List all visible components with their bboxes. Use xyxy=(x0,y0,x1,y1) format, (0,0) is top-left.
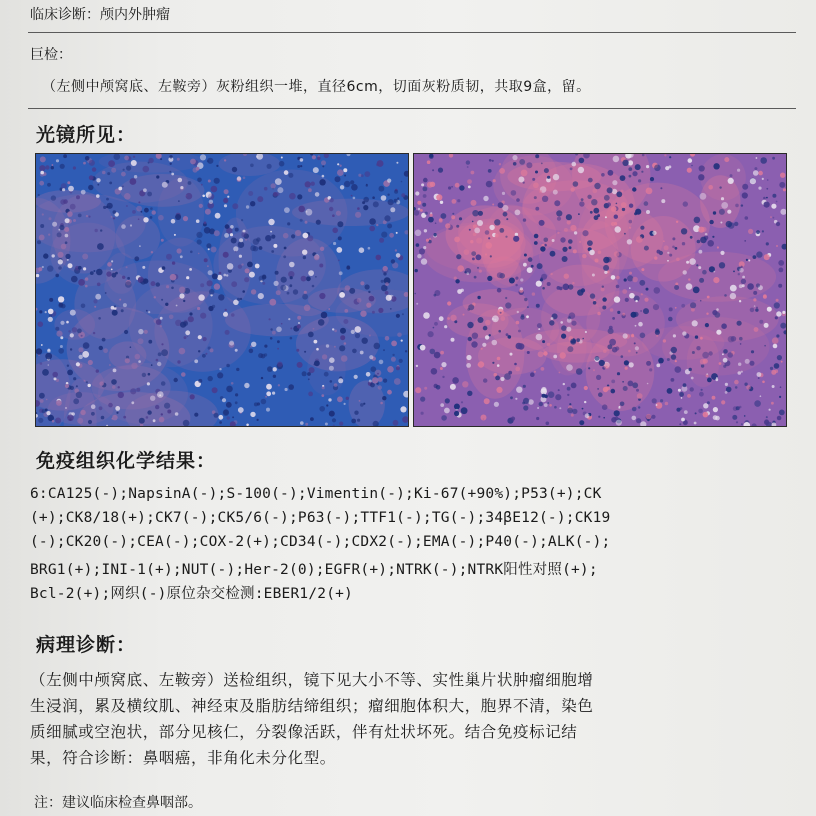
clinical-diagnosis: 临床诊断：颅内外肿瘤 xyxy=(30,7,170,23)
divider-top xyxy=(28,32,796,33)
ihc-line-1: 6:CA125(-);NapsinA(-);S-100(-);Vimentin(-);Ki-67(+90%);P53(+);CK xyxy=(30,486,602,502)
ihc-line-5: Bcl-2(+);网织(-)原位杂交检测:EBER1/2(+) xyxy=(30,586,353,602)
microscopy-heading: 光镜所见： xyxy=(36,124,137,146)
ihc-line-2: (+);CK8/18(+);CK7(-);CK5/6(-);P63(-);TTF1(-);TG(-);34βE12(-);CK19 xyxy=(30,510,611,526)
pathology-line-1: （左侧中颅窝底、左鞍旁）送检组织，镜下见大小不等、实性巢片状肿瘤细胞增 xyxy=(30,671,594,689)
divider-gross xyxy=(28,108,796,109)
ihc-line-3: (-);CK20(-);CEA(-);COX-2(+);CD34(-);CDX2(-);EMA(-);P40(-);ALK(-); xyxy=(30,534,611,550)
pathology-line-2: 生浸润，累及横纹肌、神经束及脂肪结缔组织；瘤细胞体积大，胞界不清，染色 xyxy=(30,697,594,715)
micrograph-left xyxy=(35,153,409,427)
ihc-line-4: BRG1(+);INI-1(+);NUT(-);Her-2(0);EGFR(+);NTRK(-);NTRK阳性对照(+); xyxy=(30,562,598,578)
gross-heading: 巨检： xyxy=(30,47,72,63)
pathology-heading: 病理诊断： xyxy=(36,634,137,656)
ihc-heading: 免疫组织化学结果： xyxy=(36,450,217,472)
pathology-line-3: 质细腻或空泡状，部分见核仁，分裂像活跃，伴有灶状坏死。结合免疫标记结 xyxy=(30,723,578,741)
gross-text: （左侧中颅窝底、左鞍旁）灰粉组织一堆，直径6cm，切面灰粉质韧，共取9盒，留。 xyxy=(42,79,591,95)
pathology-line-4: 果，符合诊断：鼻咽癌，非角化未分化型。 xyxy=(30,749,336,767)
micrograph-right xyxy=(413,153,787,427)
clinical-note: 注：建议临床检查鼻咽部。 xyxy=(34,795,202,811)
